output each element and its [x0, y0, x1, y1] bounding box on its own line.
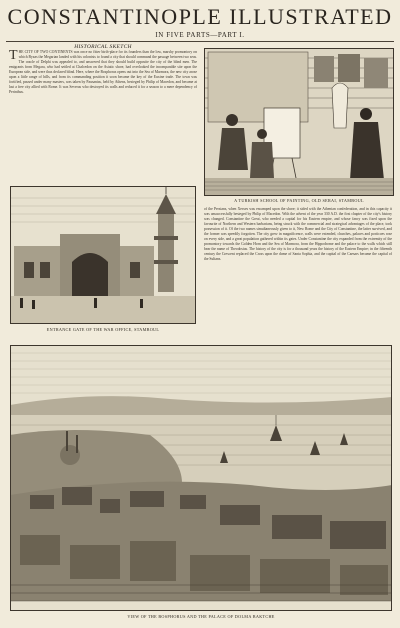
caption-bosphorus-panorama: VIEW OF THE BOSPHORUS AND THE PALACE OF DOLMA BAKTCHE — [127, 614, 275, 619]
caption-war-office-gate: ENTRANCE GATE OF THE WAR OFFICE, STAMBOUL — [46, 327, 160, 332]
illustration-painting-school — [204, 48, 394, 196]
bosphorus-panorama-engraving — [10, 345, 392, 611]
illustration-war-office-gate — [10, 186, 196, 324]
page-subtitle: IN FIVE PARTS—PART I. — [155, 31, 245, 39]
war-office-gate-engraving — [10, 186, 196, 324]
illustration-bosphorus-panorama — [10, 345, 392, 611]
header-rule — [6, 41, 394, 42]
painting-school-engraving — [204, 48, 394, 196]
caption-painting-school: A TURKISH SCHOOL OF PAINTING, OLD SERAI, STAMBOUL — [234, 198, 364, 203]
column-left-text: HE CITY OF TWO CONTINENTS was once no fitter birth-place for its founders than the low, marshy promontory on which Byzas the Megarian landed with his colonists to found a city that should command the passage between two seas. The oracle of Delphi was appealed to, and answered that they should build opposite the city of the blind men. The emigrants from Megara, who had settled at Chalcedon on the Asiatic shore, had overlooked the incomparable site upon the European side, and were thus declared blind. Here, where the Bosphorus opens out into the Sea of Marmora, the new city arose upon a little range of hills, and from its commanding position it soon became the key of the Euxine trade. The town was fortified, passed under many masters, was taken by Pausanias, held by Athens, besieged by Philip of Macedon, and became at last a free city allied with Rome. It was Severus who destroyed its walls and reduced it for a season to a mere dependency of Perinthus. — [9, 50, 197, 95]
article-heading: HISTORICAL SKETCH — [74, 44, 132, 50]
drop-cap: T — [9, 50, 18, 63]
column-right-text: of the Persians, when Xerxes was encamped upon the shore; it sided with the Athenian confederation, and in this capacity it was unsuccessfully besieged by Philip of Macedon. With the advent of the year 330 A.D. the first chapter of the city's history was changed. Constantine the Great, who needed a capital for his Eastern empire, and whose fancy was fixed upon the favourite of Northern and Western barbarians, being struck with the commercial and strategical advantages of the place, took possession of it. Of the two names simultaneously given to it, New Rome and the City of Constantine, the latter survived, and the former was speedily forgotten. The city grew in magnificence, walls were extended, churches, palaces and porticoes rose on every side, and a great population gathered within its gates. Under Constantine the city expanded from the extremity of the promontory towards the Golden Horn and the Sea of Marmora, from the Hippodrome and the palace to the walls which still bear the name of Theodosius. The history of the city is for a thousand years the history of the Eastern Empire; in the fifteenth century the Crescent replaced the Cross upon the dome of Santa Sophia, and the capital of the Caesars became the capital of the Sultans. — [204, 207, 392, 262]
article-column-right — [204, 207, 392, 341]
page-title: CONSTANTINOPLE ILLUSTRATED — [7, 4, 393, 29]
